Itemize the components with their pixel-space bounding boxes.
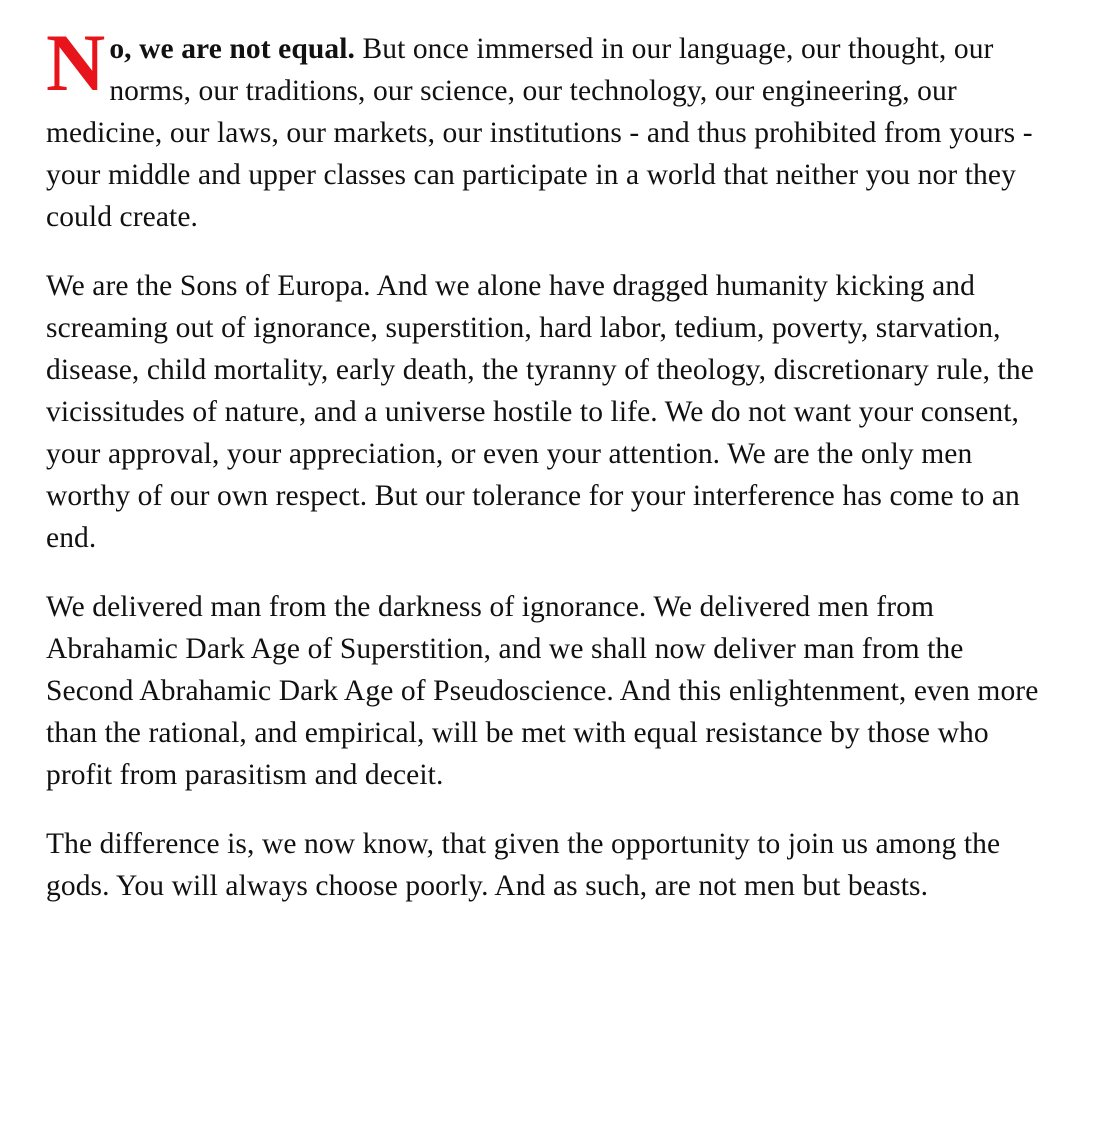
paragraph-the-difference: The difference is, we now know, that given the opportunity to join us among the gods. You will always choose poorly. And as such, are not men but beasts. [46,828,1001,902]
paragraph-text: But once immersed in our language, our thought, our norms, our traditions, our science, our technology, our engineering, our medicine, our laws, our markets, our institutions - and thus prohibited from yours - your middle and upper classes can participate in a world that neither you nor they could create. [46,33,1033,233]
paragraph-sons-of-europa: We are the Sons of Europa. And we alone have dragged humanity kicking and screaming out of ignorance, superstition, hard labor, tedium, poverty, starvation, disease, child mortality, early death, the tyranny of theology, discretionary rule, the vicissitudes of nature, and a universe hostile to life. We do not want your consent, your approval, your appreciation, or even your attention. We are the only men worthy of our own respect. But our tolerance for your interference has come to an end. [46,270,1034,554]
paragraph-opening [46,28,1050,238]
headline-text: o, we are not equal. [109,33,363,65]
paragraph-delivered-man: We delivered man from the darkness of ignorance. We delivered men from Abrahamic Dark Age of Superstition, and we shall now deliver man from the Second Abrahamic Dark Age of Pseudoscience. And this enlightenment, even more than the rational, and empirical, will be met with equal resistance by those who profit from parasitism and deceit. [46,591,1039,791]
document-body [46,28,1050,907]
drop-cap-letter: N [46,28,106,108]
